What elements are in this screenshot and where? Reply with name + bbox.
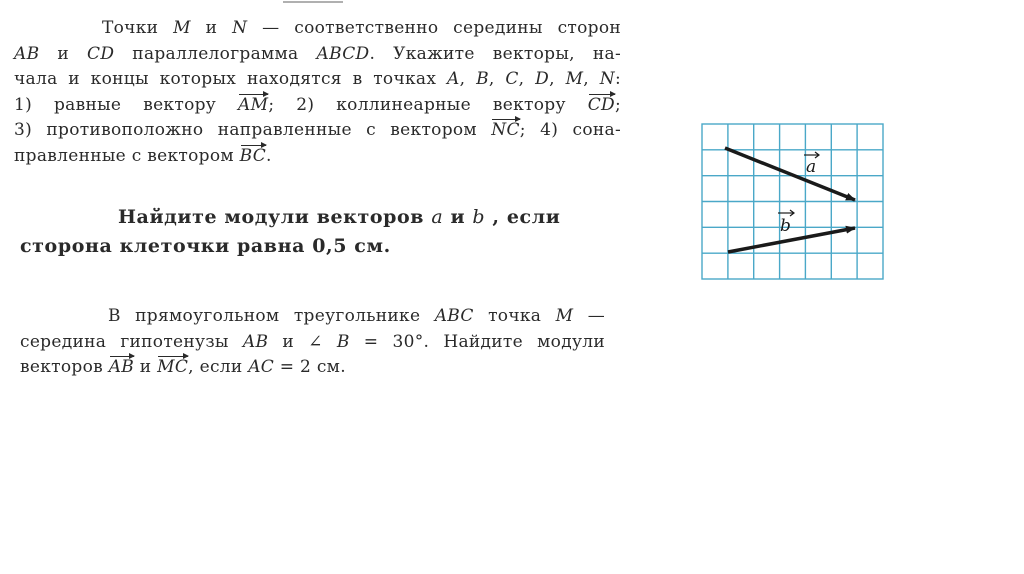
problem-2 [20, 203, 620, 261]
svg-text:a: a [806, 157, 817, 177]
problem-1 [14, 16, 621, 169]
problem-3-line-2: середина гипотенузы AB и ∠ B = 30°. Найдите модули [20, 331, 605, 352]
problem-1-line-6: правленные с вектором BC. [14, 144, 621, 170]
grid-lines [702, 124, 883, 279]
problem-1-line-1: Точки M и N — соответственно середины сторон [102, 18, 621, 38]
var-a: a [431, 206, 444, 228]
problem-1-line-3: чала и концы которых находятся в точках A, B, C, D, M, N: [14, 69, 621, 89]
vector-b-arrow [728, 228, 855, 252]
problem-3-line-1: В прямоугольном треугольнике ABC точка M — [108, 306, 605, 326]
problem-2-line-2: сторона клеточки равна 0,5 см. [20, 235, 391, 257]
problem-1-line-5: 3) противоположно направленные с вектором NC; 4) сона- [14, 118, 621, 144]
problem-3-line-3: векторов AB и MC, если AC = 2 см. [20, 355, 605, 381]
svg-text:b: b [780, 216, 791, 236]
problem-1-line-4: 1) равные вектору AM; 2) коллинеарные вектору CD; [14, 93, 621, 119]
vector-mc: MC [157, 355, 188, 381]
vector-ab: AB [109, 355, 134, 381]
var-b: b [472, 206, 486, 228]
vector-am: AM [238, 93, 268, 119]
vector-nc: NC [491, 118, 519, 144]
problem-1-line-2: AB и CD параллелограмма ABCD. Укажите векторы, на- [14, 43, 622, 64]
problem-3 [20, 304, 605, 381]
vector-a-arrow [725, 148, 855, 200]
vector-cd: CD [588, 93, 615, 119]
label-b [778, 210, 794, 236]
vector-grid-figure [700, 122, 885, 281]
vector-bc: BC [240, 144, 266, 170]
problem-2-line-1: Найдите модули векторов a и b , если [118, 206, 561, 228]
label-a [804, 152, 819, 177]
cut-off-heading [283, 0, 343, 5]
